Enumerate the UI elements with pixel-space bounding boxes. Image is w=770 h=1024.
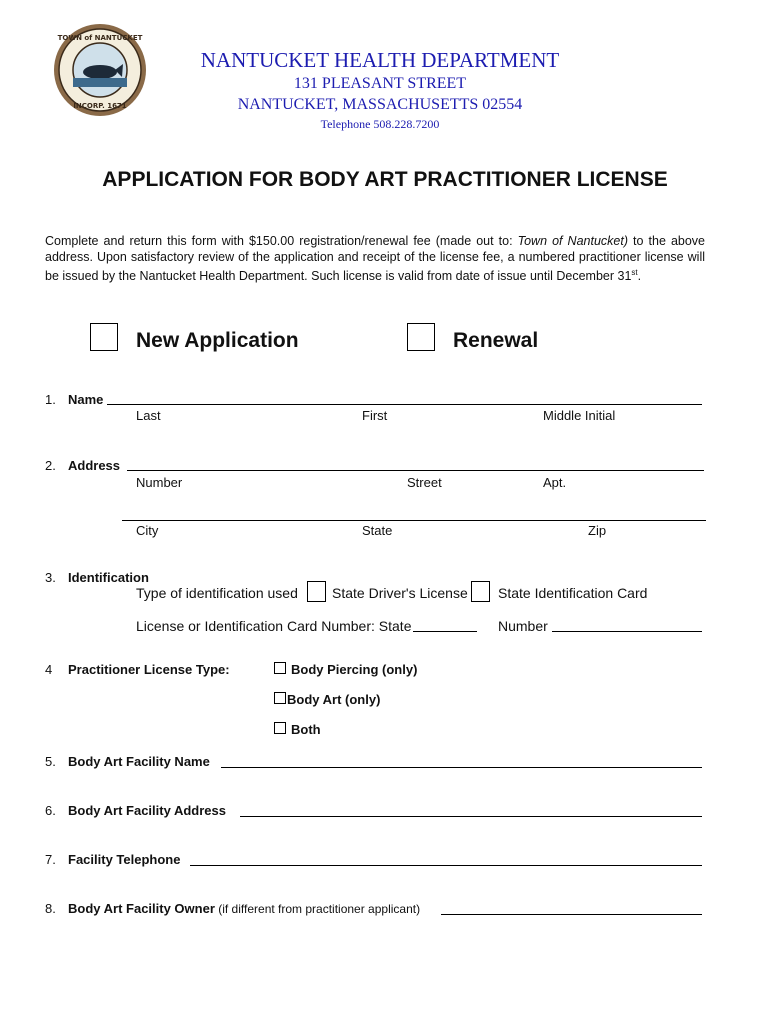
address-apt-caption: Apt.: [543, 475, 567, 490]
address-street-caption: Street: [407, 475, 442, 490]
license-type-number: 4: [45, 662, 53, 677]
facility-owner-note: (if different from practitioner applicant): [214, 902, 421, 916]
renewal-checkbox[interactable]: [407, 323, 435, 351]
address-zip-caption: Zip: [588, 523, 607, 538]
card-number-label: License or Identification Card Number: State: [136, 618, 412, 634]
department-street: 131 PLEASANT STREET: [293, 75, 467, 92]
renewal-label: Renewal: [453, 329, 539, 352]
intro-paragraph: [45, 234, 705, 285]
both-label: Both: [291, 722, 321, 737]
identification-number: 3.: [45, 570, 56, 585]
address-number-caption: Number: [136, 475, 183, 490]
address-label: Address: [68, 458, 121, 473]
name-label: Name: [68, 392, 104, 407]
facility-telephone-input-line[interactable]: [190, 865, 702, 866]
identification-type-label: Type of identification used: [136, 585, 298, 601]
facility-owner-label: Body Art Facility Owner: [68, 901, 215, 916]
body-piercing-checkbox[interactable]: [274, 662, 286, 674]
facility-address-label: Body Art Facility Address: [68, 803, 226, 818]
name-number: 1.: [45, 392, 56, 407]
svg-text:TOWN of NANTUCKET: TOWN of NANTUCKET: [57, 34, 143, 42]
name-middle-caption: Middle Initial: [543, 408, 616, 423]
intro-end: .: [637, 269, 642, 284]
town-seal: [52, 22, 148, 118]
address-number: 2.: [45, 458, 56, 473]
drivers-license-label: State Driver's License: [332, 585, 468, 601]
body-art-label: Body Art (only): [287, 692, 381, 707]
identification-label: Identification: [68, 570, 149, 585]
intro-payee: Town of Nantucket): [517, 234, 628, 248]
facility-name-input-line[interactable]: [221, 767, 702, 768]
facility-owner-label-group: [68, 901, 420, 916]
address-state-caption: State: [362, 523, 393, 538]
facility-telephone-label: Facility Telephone: [68, 852, 181, 867]
address-city-caption: City: [136, 523, 159, 538]
intro-text-2: to the above address. Upon satisfactory review of the application and receipt of the license fee, a numbered practitioner license will be issued by the Nantucket Health Department. Such license is valid from date of issue until December 31: [45, 234, 706, 284]
license-type-label: Practitioner License Type:: [68, 662, 230, 677]
department-name: NANTUCKET HEALTH DEPARTMENT: [200, 48, 560, 72]
name-first-caption: First: [362, 408, 388, 423]
name-last-caption: Last: [136, 408, 161, 423]
address-input-line[interactable]: [127, 470, 704, 471]
new-application-label: New Application: [136, 329, 299, 352]
facility-address-number: 6.: [45, 803, 56, 818]
card-number-input-line[interactable]: [552, 631, 702, 632]
facility-name-number: 5.: [45, 754, 56, 769]
name-input-line[interactable]: [107, 404, 702, 405]
new-application-checkbox[interactable]: [90, 323, 118, 351]
intro-superscript: st: [631, 268, 638, 277]
state-id-label: State Identification Card: [498, 585, 648, 601]
department-telephone: Telephone 508.228.7200: [320, 117, 440, 131]
facility-address-input-line[interactable]: [240, 816, 702, 817]
form-title: APPLICATION FOR BODY ART PRACTITIONER LICENSE: [102, 168, 668, 191]
both-checkbox[interactable]: [274, 722, 286, 734]
state-id-checkbox[interactable]: [471, 581, 490, 602]
facility-owner-input-line[interactable]: [441, 914, 702, 915]
department-city: NANTUCKET, MASSACHUSETTS 02554: [237, 96, 523, 113]
facility-owner-number: 8.: [45, 901, 56, 916]
address-line-2[interactable]: [122, 520, 706, 521]
facility-name-label: Body Art Facility Name: [68, 754, 210, 769]
facility-telephone-number: 7.: [45, 852, 56, 867]
svg-text:INCORP. 1671: INCORP. 1671: [73, 102, 127, 110]
intro-text-1: Complete and return this form with $150.00 registration/renewal fee (made out to:: [45, 234, 518, 248]
body-piercing-label: Body Piercing (only): [291, 662, 418, 677]
card-number-field-label: Number: [498, 618, 548, 634]
body-art-checkbox[interactable]: [274, 692, 286, 704]
drivers-license-checkbox[interactable]: [307, 581, 326, 602]
card-state-input-line[interactable]: [413, 631, 477, 632]
